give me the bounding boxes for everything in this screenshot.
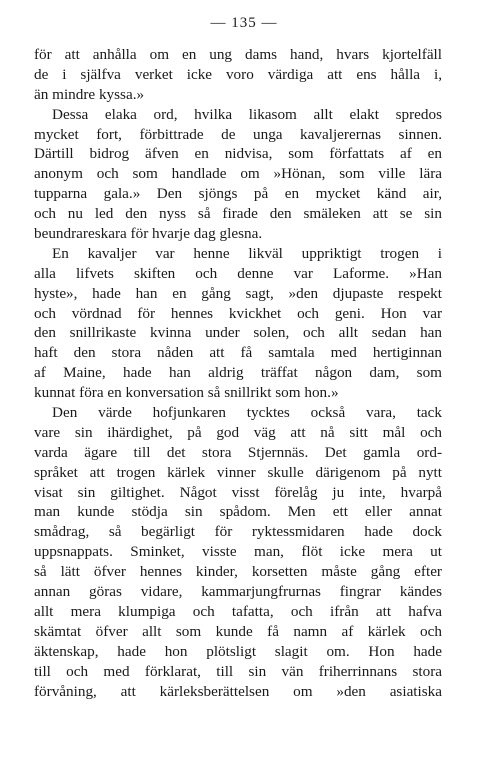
text-line: alla lifvets skiften och denne var Laforme. »Han bbox=[34, 264, 442, 282]
text-line: förvåning, att kärleksberättelsen om »den asiatiska bbox=[34, 682, 442, 700]
body-text bbox=[34, 45, 442, 701]
text-line: allt mera klumpiga och tafatta, och ifrån att hafva bbox=[34, 602, 442, 620]
text-line: skämtat öfver allt som kunde få namn af kärlek och bbox=[34, 622, 442, 640]
text-line: beundrareskara för hvarje dag glesna. bbox=[34, 225, 263, 243]
text-line: den snillrikaste kvinna under solen, och allt sedan han bbox=[34, 324, 442, 342]
text-line: till och med förklarat, till sin vän friherrinnans stora bbox=[34, 662, 442, 680]
paragraph-first-line: Dessa elaka ord, hvilka likasom allt elakt spredos bbox=[52, 105, 442, 123]
text-line: visat sin giltighet. Något visst förelåg ju inte, hvarpå bbox=[34, 483, 442, 501]
page-number: — 135 — bbox=[210, 15, 278, 31]
text-line: annan göras vidare, kammarjungfrurnas fingrar kändes bbox=[34, 583, 442, 601]
text-line: af Maine, hade han aldrig träffat någon dam, som bbox=[34, 364, 442, 382]
text-line: och nu led den nyss så firade den smäleken att se sin bbox=[34, 205, 442, 223]
text-line: än mindre kyssa.» bbox=[34, 85, 145, 103]
text-line: man kunde stödja sin spådom. Men ett eller annat bbox=[34, 503, 442, 521]
text-line: för att anhålla om en ung dams hand, hvars kjortelfäll bbox=[34, 46, 442, 63]
paragraph-first-line: En kavaljer var henne likväl uppriktigt trogen i bbox=[52, 244, 442, 262]
paragraph-first-line: Den värde hofjunkaren tycktes också vara, tack bbox=[52, 404, 442, 422]
text-line: hyste», hade han en gång sagt, »den djupaste respekt bbox=[34, 284, 442, 302]
text-line: så lätt öfver hennes kinder, korsetten måste gång efter bbox=[34, 563, 442, 581]
text-line: anonym och som handlade om »Hönan, som ville lära bbox=[34, 165, 442, 183]
text-line: de i själfva verket icke voro värdiga att ens hålla i, bbox=[34, 65, 442, 83]
text-line: Därtill bidrog äfven en nidvisa, som författats af en bbox=[34, 145, 442, 163]
text-line: vare sin ihärdighet, på god väg att nå sitt mål och bbox=[34, 423, 442, 441]
text-line: mycket fort, förbittrade de unga kavaljerernas sinnen. bbox=[34, 125, 442, 143]
text-line: språket att trogen kärlek vinner skulle därigenom på nytt bbox=[34, 463, 442, 481]
text-line: äktenskap, hade hon plötsligt slagit om. Hon hade bbox=[34, 642, 442, 660]
text-line: haft den stora nåden att få samtala med hertiginnan bbox=[34, 344, 442, 362]
text-line: tupparna gala.» Den sjöngs på en mycket känd air, bbox=[34, 185, 442, 203]
text-line: varda ägare till det stora Stjernnäs. Det gamla ord- bbox=[34, 443, 442, 461]
text-line: och vördnad för hennes kvickhet och geni. Hon var bbox=[34, 304, 442, 322]
text-line: kunnat föra en konversation så snillrikt som hon.» bbox=[34, 384, 339, 402]
text-line: uppsnappats. Sminket, visste man, flöt icke mera ut bbox=[34, 543, 442, 561]
text-line: smådrag, så begärligt för ryktessmidaren hade dock bbox=[34, 523, 442, 541]
